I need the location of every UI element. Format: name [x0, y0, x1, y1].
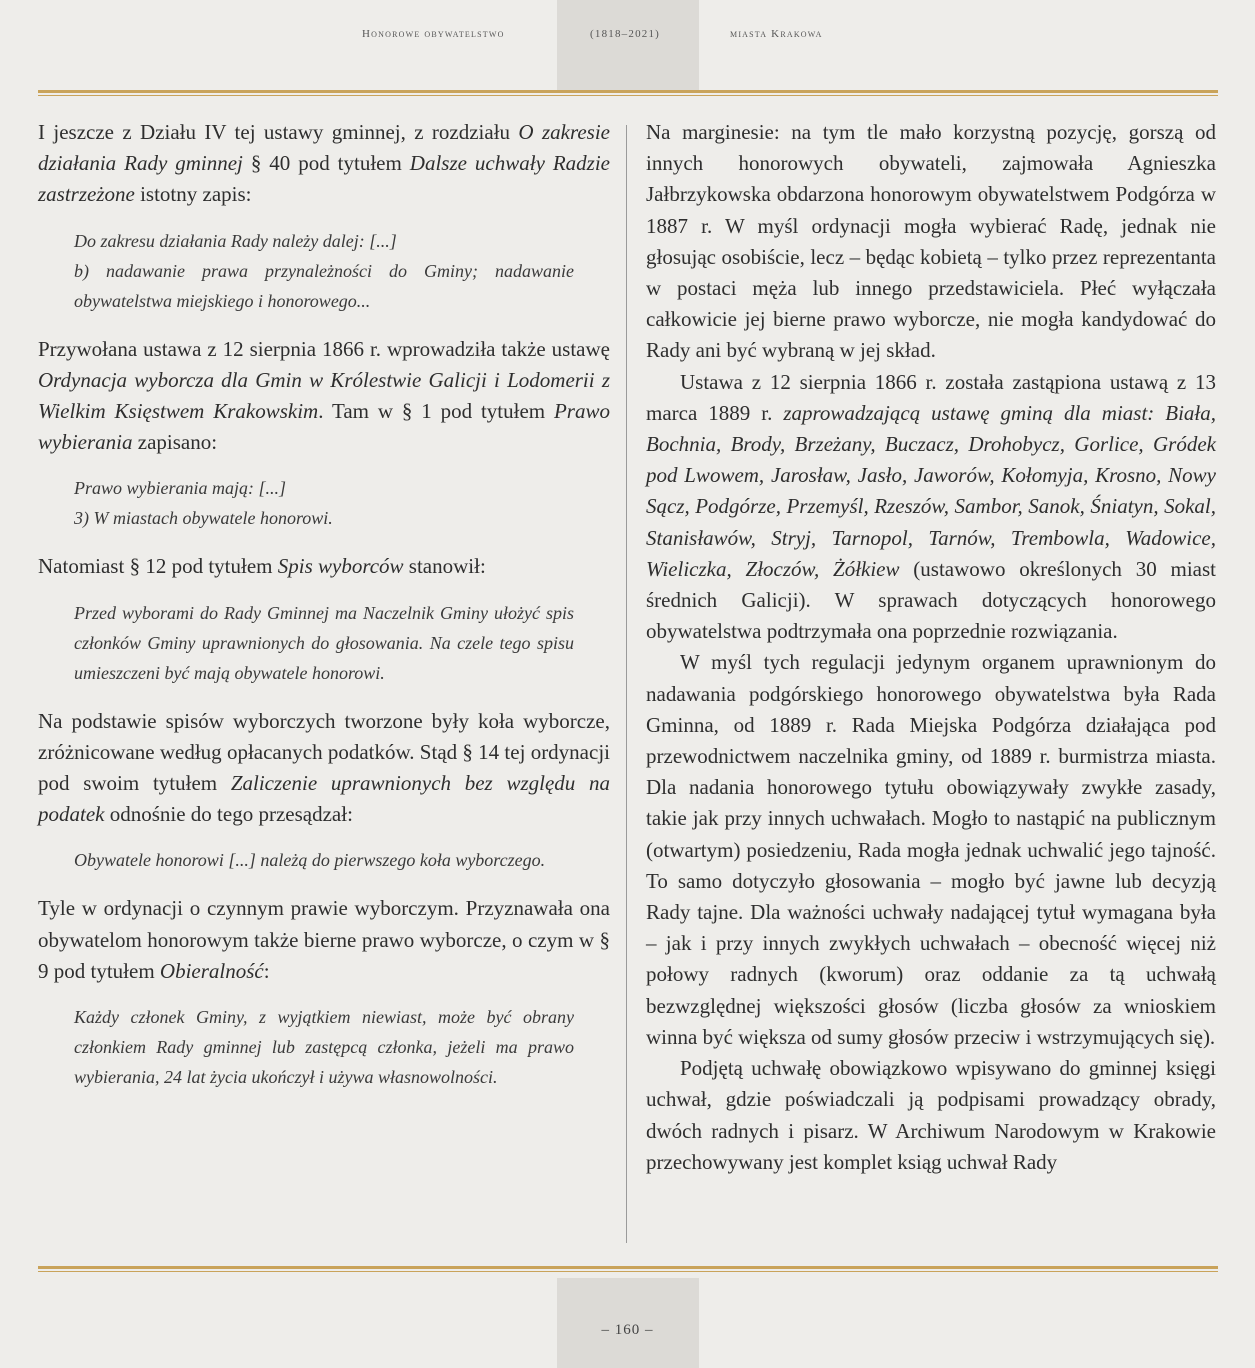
column-divider — [626, 125, 627, 1243]
running-header — [0, 28, 1255, 52]
left-column — [38, 117, 610, 1110]
paragraph: Na podstawie spisów wyborczych tworzone były koła wyborcze, zróżnicowane według opłacanych podatków. Stąd § 14 tej ordynacji pod swoim tytułem Zaliczenie uprawnionych bez względu na podatek odnośnie do tego przesądzał: — [38, 708, 610, 827]
block-quote: Każdy członek Gminy, z wyjątkiem niewiast, może być obrany członkiem Rady gminnej lub zastępcą członka, jeżeli ma prawo wybierania, 24 lat życia ukończył i używa własnowolności. — [74, 1007, 574, 1088]
page-number: – 160 – — [601, 1322, 654, 1338]
paragraph: Natomiast § 12 pod tytułem Spis wyborców stanowił: — [38, 554, 486, 579]
right-column — [646, 117, 1216, 1178]
block-quote: Prawo wybierania mają: [...] 3) W miastach obywatele honorowi. — [74, 478, 333, 529]
block-quote: Przed wyborami do Rady Gminnej ma Naczelnik Gminy ułożyć spis członków Gminy uprawnionych do głosowania. Na czele tego spisu umieszczeni być mają obywatele honorowi. — [74, 602, 574, 683]
bottom-rule — [38, 1266, 1218, 1272]
paragraph: Podjętą uchwałę obowiązkowo wpisywano do gminnej księgi uchwał, gdzie poświadczali ją podpisami prowadzący obrady, dwóch radnych i pisarz. W Archiwum Narodowym w Krakowie przechowywany jest komplet ksiąg uchwał Rady — [646, 1056, 1216, 1174]
paragraph: Tyle w ordynacji o czynnym prawie wyborczym. Przyznawała ona obywatelom honorowym także bierne prawo wyborcze, o czym w § 9 pod tytułem Obieralność: — [38, 896, 610, 983]
header-right: miasta Krakowa — [730, 28, 823, 40]
header-middle: (1818–2021) — [590, 28, 661, 40]
header-left: Honorowe obywatelstwo — [362, 28, 505, 40]
paragraph: Na marginesie: na tym tle mało korzystną pozycję, gorszą od innych honorowych obywateli, zajmowała Agnieszka Jałbrzykowska obdarzona honorowym obywatelstwem Podgórza w 1887 r. W myśl ordynacji mogła wybierać Radę, jednak nie głosując osobiście, lecz – będąc kobietą – tylko przez reprezentanta w postaci męża lub innego przedstawiciela. Płeć wyłączała całkowicie jej bierne prawo wyborcze, nie mogła kandydować do Rady ani być wybraną w jej skład. — [646, 120, 1216, 363]
paragraph: I jeszcze z Działu IV tej ustawy gminnej, z rozdziału O zakresie działania Rady gminnej § 40 pod tytułem Dalsze uchwały Radzie zastrzeżone istotny zapis: — [38, 120, 610, 207]
top-rule — [38, 90, 1218, 96]
block-quote: Do zakresu działania Rady należy dalej: [...] b) nadawanie prawa przynależności do Gminy; nadawanie obywatelstwa miejskiego i honorowego... — [74, 230, 574, 311]
block-quote: Obywatele honorowi [...] należą do pierwszego koła wyborczego. — [74, 850, 546, 871]
paragraph: W myśl tych regulacji jedynym organem uprawnionym do nadawania podgórskiego honorowego obywatelstwa była Rada Gminna, od 1889 r. Rada Miejska Podgórza działająca pod przewodnictwem naczelnika gminy, od 1889 r. burmistrza miasta. Dla nadania honorowego tytułu obowiązywały zwykłe zasady, takie jak przy innych uchwałach. Mogło to nastąpić na publicznym (otwartym) posiedzeniu, Rada mogła jednak uchwalić jego tajność. To samo dotyczyło głosowania – mogło być jawne lub decyzją Rady tajne. Dla ważności uchwały nadającej tytuł wymagana była – jak i przy innych zwykłych uchwałach – obecność więcej niż połowy radnych (kworum) oraz oddanie za tą uchwałą bezwzględnej większości głosów (liczba głosów za wnioskiem winna być większa od sumy głosów przeciw i wstrzymujących się). — [646, 650, 1216, 1049]
paragraph: Przywołana ustawa z 12 sierpnia 1866 r. wprowadziła także ustawę Ordynacja wyborcza dla Gmin w Królestwie Galicji i Lodomerii z Wielkim Księstwem Krakowskim. Tam w § 1 pod tytułem Prawo wybierania zapisano: — [38, 336, 610, 455]
paragraph: Ustawa z 12 sierpnia 1866 r. została zastąpiona ustawą z 13 marca 1889 r. zaprowadzającą ustawę gminą dla miast: Biała, Bochnia, Brody, Brzeżany, Buczacz, Drohobycz, Gorlice, Gródek pod Lwowem, Jarosław, Jasło, Jaworów, Kołomyja, Krosno, Nowy Sącz, Podgórze, Przemyśl, Rzeszów, Sambor, Sanok, Śniatyn, Sokal, Stanisławów, Stryj, Tarnopol, Tarnów, Trembowla, Wadowice, Wieliczka, Złoczów, Żółkiew (ustawowo określonych 30 miast średnich Galicji). W sprawach dotyczących honorowego obywatelstwa podtrzymała ona poprzednie rozwiązania. — [646, 369, 1217, 644]
